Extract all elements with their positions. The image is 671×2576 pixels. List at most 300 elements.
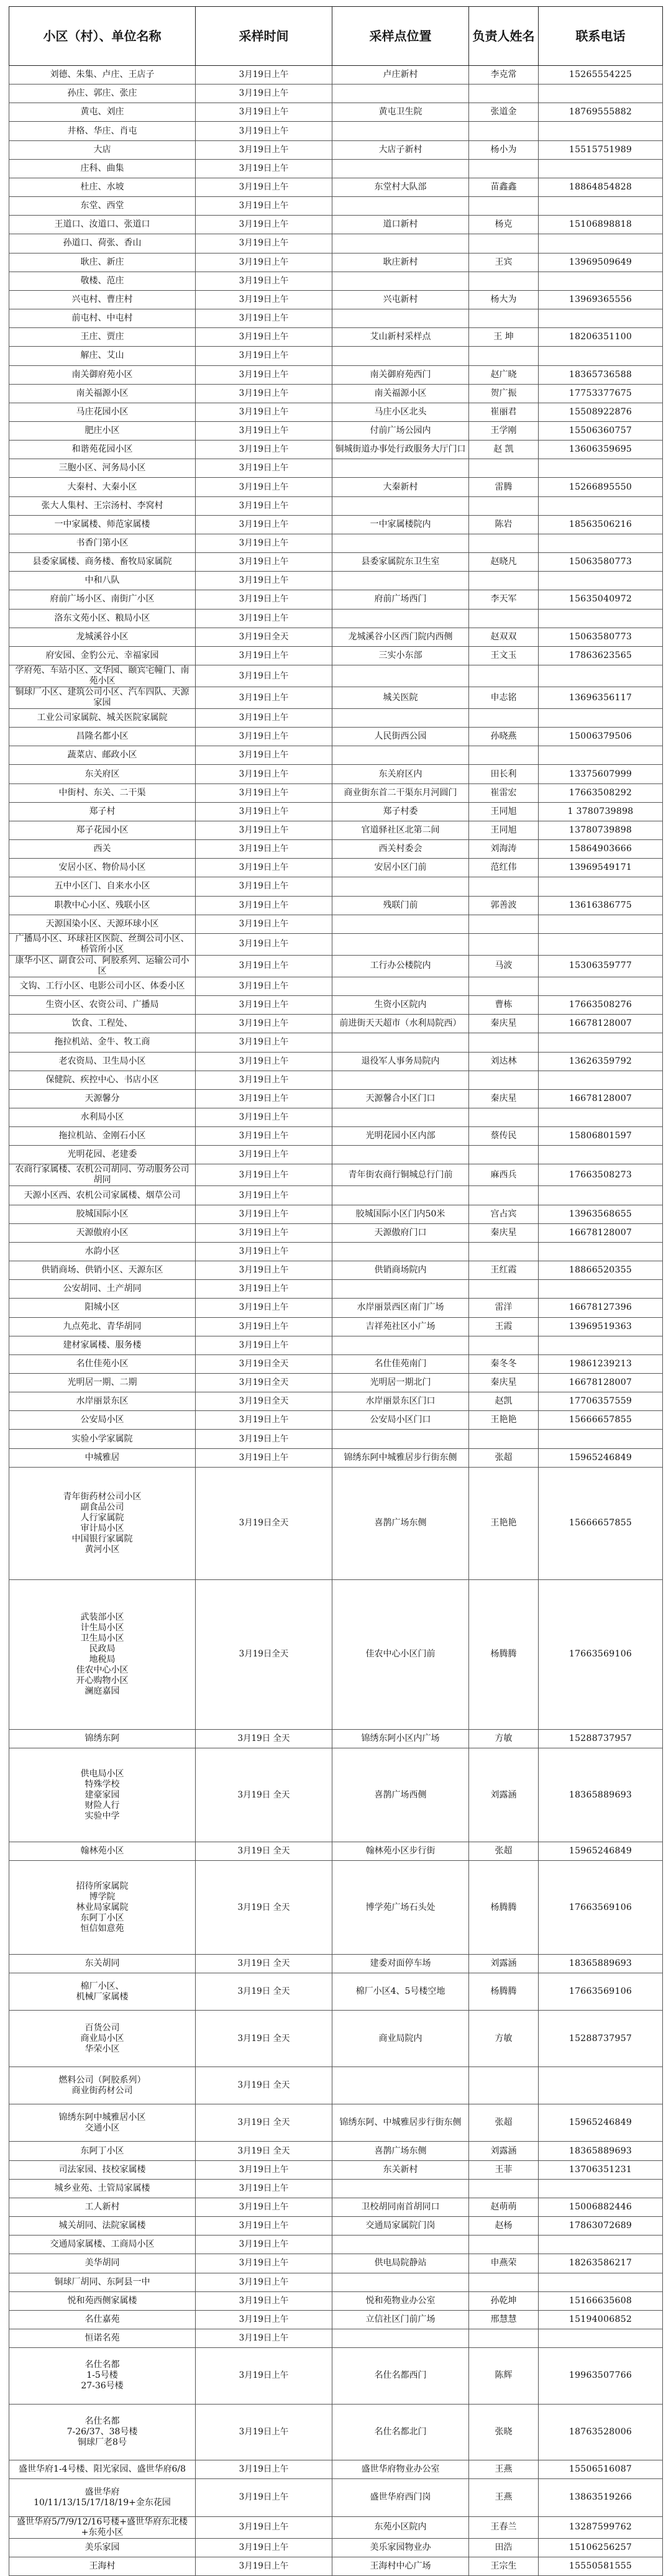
phone-cell: 17663569106 [539, 1861, 663, 1955]
phone-cell: 15515751989 [539, 140, 663, 159]
community-line: 工人新村 [84, 2202, 120, 2213]
community-cell [9, 1861, 196, 1955]
time-cell: 3月19日上午 [196, 478, 332, 496]
location-cell: 生资小区院内 [332, 996, 469, 1015]
community-cell [9, 2104, 196, 2142]
table-row [9, 1127, 663, 1146]
community-cell [9, 2217, 196, 2236]
time-cell: 3月19日上午 [196, 1186, 332, 1205]
phone-cell: 16678128007 [539, 1015, 663, 1033]
time-cell: 3月19日上午 [196, 2236, 332, 2254]
person-cell [469, 1146, 539, 1164]
phone-cell [539, 877, 663, 896]
time-cell: 3月19日上午 [196, 859, 332, 877]
location-cell: 商业局院内 [332, 2011, 469, 2067]
person-cell [469, 2067, 539, 2104]
community-cell [9, 1392, 196, 1411]
table-row [9, 821, 663, 839]
table-row [9, 746, 663, 765]
location-cell: 喜鹊广场东侧 [332, 1467, 469, 1579]
community-cell [9, 783, 196, 802]
location-cell [332, 122, 469, 140]
location-cell [332, 2179, 469, 2198]
community-line: 锦绣东阿 [84, 1733, 120, 1744]
person-cell: 张超 [469, 1448, 539, 1467]
table-row [9, 955, 663, 977]
table-row [9, 365, 663, 384]
community-cell [9, 272, 196, 290]
time-cell: 3月19日上午 [196, 421, 332, 440]
person-cell: 王霞 [469, 1317, 539, 1336]
time-cell: 3月19日上午 [196, 159, 332, 178]
community-line: 名仕名都 [84, 2416, 120, 2426]
location-cell: 悦和苑物业办公室 [332, 2291, 469, 2310]
community-line: 中国银行家属院 [71, 1533, 133, 1544]
person-cell: 王艳艳 [469, 1467, 539, 1579]
community-line: 建材家属楼、服务楼 [63, 1340, 142, 1350]
community-line: 天源国染小区、天源环球小区 [45, 918, 159, 929]
person-cell: 刘露涵 [469, 1954, 539, 1973]
time-cell: 3月19日上午 [196, 496, 332, 515]
community-line: 昌隆名都小区 [76, 731, 129, 742]
time-cell: 3月19日上午 [196, 365, 332, 384]
community-line: 1-5号楼 [86, 2370, 118, 2381]
community-cell [9, 1448, 196, 1467]
community-cell [9, 1842, 196, 1860]
community-cell [9, 2460, 196, 2479]
community-line: 解庄、艾山 [80, 350, 124, 361]
phone-cell: 13287599762 [539, 2516, 663, 2538]
table-header-row [9, 7, 663, 66]
location-cell: 东关新村 [332, 2160, 469, 2179]
time-cell: 3月19日上午 [196, 665, 332, 687]
community-line: 东阿丁小区 [80, 2145, 124, 2156]
person-cell: 秦庆星 [469, 1089, 539, 1108]
time-cell: 3月19日上午 [196, 687, 332, 709]
time-cell: 3月19日上午 [196, 2254, 332, 2273]
time-cell: 3月19日上午 [196, 590, 332, 609]
table-row [9, 272, 663, 290]
location-cell: 博学苑广场石头处 [332, 1861, 469, 1955]
table-row [9, 2460, 663, 2479]
phone-cell: 15635040972 [539, 590, 663, 609]
table-row [9, 384, 663, 403]
phone-cell: 15550581555 [539, 2557, 663, 2575]
community-line: 城乡业苑、土管局家属楼 [54, 2183, 150, 2193]
community-line: 东堂、西堂 [80, 201, 124, 211]
community-line: 公安局小区 [80, 1415, 124, 1425]
community-line: 学府苑、车站小区、文华园、颐宾宅幢门、南苑小区 [15, 665, 189, 686]
community-line: 水利局小区 [80, 1112, 124, 1123]
location-cell: 付前广场公园内 [332, 421, 469, 440]
person-cell: 王宗生 [469, 2557, 539, 2575]
community-line: 胶城国际小区 [76, 1208, 129, 1219]
location-cell: 艾山新村采样点 [332, 328, 469, 347]
phone-cell: 16678127396 [539, 1299, 663, 1317]
time-cell: 3月19日上午 [196, 347, 332, 365]
phone-cell [539, 915, 663, 933]
community-line: 副食品公司 [80, 1502, 124, 1512]
phone-cell: 13706351231 [539, 2160, 663, 2179]
person-cell [469, 2236, 539, 2254]
header-location: 采样点位置 [332, 7, 469, 66]
location-cell: 美乐家园物业办 [332, 2538, 469, 2557]
community-line: 招待所家属院 [76, 1881, 129, 1891]
location-cell [332, 1186, 469, 1205]
location-cell: 人民街西公园 [332, 728, 469, 746]
community-cell [9, 572, 196, 590]
community-cell [9, 140, 196, 159]
phone-cell [539, 1336, 663, 1354]
table-row [9, 572, 663, 590]
community-line: 九点苑北、青华胡同 [63, 1321, 142, 1331]
phone-cell [539, 609, 663, 628]
person-cell: 蔡传民 [469, 1127, 539, 1146]
community-line: 东阿丁小区 [80, 1912, 124, 1923]
community-line: 天源小区西、农机公司家属楼、烟草公司 [24, 1190, 181, 1200]
location-cell: 王海村中心广场 [332, 2557, 469, 2575]
person-cell [469, 1280, 539, 1299]
table-row [9, 2198, 663, 2216]
person-cell [469, 1336, 539, 1354]
community-line: 盛世华府5/7/9/12/16号楼+盛世华府东北楼+东苑小区 [17, 2516, 188, 2537]
location-cell [332, 1108, 469, 1126]
community-line: 阳城小区 [84, 1302, 120, 1313]
phone-cell: 18866520355 [539, 1261, 663, 1280]
community-cell [9, 159, 196, 178]
community-line: 翰林苑小区 [80, 1846, 124, 1857]
community-line: 铜球厂老8号 [78, 2437, 127, 2447]
community-line: 洛东文苑小区、粮局小区 [54, 613, 150, 623]
time-cell: 3月19日上午 [196, 1146, 332, 1164]
community-cell [9, 384, 196, 403]
time-cell: 3月19日上午 [196, 384, 332, 403]
location-cell: 天源馨合小区门口 [332, 1089, 469, 1108]
community-cell [9, 66, 196, 84]
community-cell [9, 2236, 196, 2254]
table-row [9, 590, 663, 609]
phone-cell: 13616386775 [539, 896, 663, 915]
person-cell: 杨克 [469, 216, 539, 234]
location-cell [332, 2329, 469, 2348]
location-cell: 供电局院静站 [332, 2254, 469, 2273]
community-line: 东关胡同 [84, 1958, 120, 1968]
phone-cell [539, 1430, 663, 1448]
community-line: 黄河小区 [84, 1544, 120, 1555]
location-cell: 锦绣东阿小区内广场 [332, 1730, 469, 1748]
community-line: 文钩、工行小区、电影公司小区、体委小区 [19, 980, 185, 991]
person-cell: 赵凯 [469, 1392, 539, 1411]
person-cell: 王学刚 [469, 421, 539, 440]
time-cell: 3月19日全天 [196, 1579, 332, 1729]
person-cell: 方敏 [469, 1730, 539, 1748]
location-cell [332, 1280, 469, 1299]
community-cell [9, 347, 196, 365]
time-cell: 3月19日上午 [196, 896, 332, 915]
phone-cell [539, 2273, 663, 2291]
time-cell: 3月19日上午 [196, 915, 332, 933]
person-cell: 刘露涵 [469, 1748, 539, 1842]
time-cell: 3月19日 全天 [196, 1973, 332, 2011]
community-line: 卫生局小区 [80, 1633, 124, 1643]
phone-cell: 15194006852 [539, 2310, 663, 2329]
table-row [9, 1861, 663, 1955]
person-cell: 杨腾腾 [469, 1973, 539, 2011]
community-cell [9, 216, 196, 234]
location-cell [332, 84, 469, 103]
location-cell: 名仕佳苑南门 [332, 1354, 469, 1373]
community-line: 龙城溪谷小区 [76, 631, 129, 642]
community-line: 中和八队 [84, 575, 120, 586]
location-cell [332, 197, 469, 216]
community-cell [9, 421, 196, 440]
community-line: 青年街药材公司小区 [63, 1491, 142, 1502]
person-cell [469, 234, 539, 253]
phone-cell: 19963507766 [539, 2348, 663, 2404]
location-cell: 三实小东部 [332, 646, 469, 665]
header-person: 负责人姓名 [469, 7, 539, 66]
community-cell [9, 515, 196, 534]
community-line: 华荣小区 [84, 2044, 120, 2054]
person-cell: 申志铭 [469, 687, 539, 709]
person-cell [469, 347, 539, 365]
table-row [9, 2236, 663, 2254]
table-row [9, 1052, 663, 1071]
time-cell: 3月19日 全天 [196, 2142, 332, 2160]
community-cell [9, 534, 196, 552]
phone-cell: 15508922876 [539, 403, 663, 421]
community-line: 王海村 [89, 2560, 116, 2571]
community-cell [9, 328, 196, 347]
header-phone: 联系电话 [539, 7, 663, 66]
community-cell [9, 1354, 196, 1373]
table-row [9, 1261, 663, 1280]
location-cell: 残联门前 [332, 896, 469, 915]
location-cell [332, 2067, 469, 2104]
time-cell: 3月19日上午 [196, 2179, 332, 2198]
person-cell: 雷洋 [469, 1299, 539, 1317]
location-cell: 锦绣东阿中城雅居步行街东侧 [332, 1448, 469, 1467]
person-cell: 孙晓燕 [469, 728, 539, 746]
community-cell [9, 1336, 196, 1354]
table-row [9, 1015, 663, 1033]
phone-cell: 15265554225 [539, 66, 663, 84]
time-cell: 3月19日上午 [196, 1223, 332, 1242]
community-cell [9, 955, 196, 977]
table-row [9, 996, 663, 1015]
table-row [9, 977, 663, 995]
table-row [9, 1205, 663, 1223]
table-row [9, 2179, 663, 2198]
time-cell: 3月19日上午 [196, 1164, 332, 1186]
time-cell: 3月19日上午 [196, 977, 332, 995]
community-cell [9, 197, 196, 216]
community-cell [9, 646, 196, 665]
phone-cell: 15306359777 [539, 955, 663, 977]
location-cell: 郑子村委 [332, 802, 469, 821]
person-cell: 张道金 [469, 103, 539, 122]
location-cell: 棉厂小区4、5号楼空地 [332, 1973, 469, 2011]
time-cell: 3月19日 全天 [196, 1842, 332, 1860]
phone-cell: 18769555882 [539, 103, 663, 122]
location-cell [332, 159, 469, 178]
person-cell: 雷腾 [469, 478, 539, 496]
phone-cell: 18263586217 [539, 2254, 663, 2273]
community-cell [9, 1748, 196, 1842]
person-cell [469, 1108, 539, 1126]
community-line: 燃料公司（阿胶系列） [58, 2075, 146, 2085]
community-cell [9, 2273, 196, 2291]
table-row [9, 728, 663, 746]
person-cell [469, 877, 539, 896]
community-line: 民政局 [89, 1643, 116, 1654]
community-cell [9, 2067, 196, 2104]
community-cell [9, 1954, 196, 1973]
time-cell: 3月19日 全天 [196, 2104, 332, 2142]
table-row [9, 1448, 663, 1467]
phone-cell [539, 2179, 663, 2198]
community-cell [9, 441, 196, 459]
table-row [9, 103, 663, 122]
person-cell: 秦庆星 [469, 1223, 539, 1242]
table-row [9, 840, 663, 859]
phone-cell: 13626359792 [539, 1052, 663, 1071]
phone-cell [539, 272, 663, 290]
time-cell: 3月19日上午 [196, 459, 332, 478]
phone-cell [539, 84, 663, 103]
phone-cell [539, 2067, 663, 2104]
table-row [9, 478, 663, 496]
community-line: 三胞小区、河务局小区 [58, 463, 146, 473]
phone-cell: 15166635608 [539, 2291, 663, 2310]
time-cell: 3月19日上午 [196, 272, 332, 290]
time-cell: 3月19日上午 [196, 553, 332, 572]
phone-cell: 18365889693 [539, 2142, 663, 2160]
table-row [9, 2557, 663, 2575]
table-row [9, 1954, 663, 1973]
location-cell: 翰林苑小区步行街 [332, 1842, 469, 1860]
phone-cell: 15965246849 [539, 1448, 663, 1467]
community-cell [9, 553, 196, 572]
phone-cell: 15006882446 [539, 2198, 663, 2216]
phone-cell [539, 2329, 663, 2348]
community-cell [9, 1374, 196, 1392]
time-cell: 3月19日上午 [196, 1033, 332, 1052]
table-row [9, 2538, 663, 2557]
person-cell: 崔雷宏 [469, 783, 539, 802]
phone-cell [539, 933, 663, 955]
community-cell [9, 1280, 196, 1299]
community-cell [9, 896, 196, 915]
table-row [9, 403, 663, 421]
community-line: 7-26/37、38号楼 [66, 2426, 138, 2437]
time-cell: 3月19日上午 [196, 2516, 332, 2538]
phone-cell: 15666657855 [539, 1467, 663, 1579]
community-cell [9, 2254, 196, 2273]
community-cell [9, 765, 196, 783]
table-row [9, 1242, 663, 1261]
table-row [9, 783, 663, 802]
location-cell: 东苑小区院内 [332, 2516, 469, 2538]
time-cell: 3月19日上午 [196, 122, 332, 140]
community-cell [9, 687, 196, 709]
community-cell [9, 1089, 196, 1108]
table-row [9, 802, 663, 821]
table-row [9, 140, 663, 159]
community-line: 棉厂小区、 [80, 1981, 124, 1991]
table-row [9, 1317, 663, 1336]
table-row [9, 2404, 663, 2460]
community-line: 财险人行 [84, 1800, 120, 1811]
time-cell: 3月19日全天 [196, 1392, 332, 1411]
phone-cell: 18365736588 [539, 365, 663, 384]
community-line: 老农资局、卫生局小区 [58, 1056, 146, 1066]
phone-cell: 17706357559 [539, 1392, 663, 1411]
time-cell: 3月19日上午 [196, 403, 332, 421]
time-cell: 3月19日上午 [196, 1108, 332, 1126]
community-cell [9, 2538, 196, 2557]
time-cell: 3月19日上午 [196, 1015, 332, 1033]
community-cell [9, 628, 196, 646]
person-cell: 麻西兵 [469, 1164, 539, 1186]
community-line: 县委家属楼、商务楼、畜牧局家属院 [32, 557, 172, 567]
community-cell [9, 2291, 196, 2310]
person-cell: 邢慧慧 [469, 2310, 539, 2329]
community-cell [9, 859, 196, 877]
location-cell: 铜城街道办事处行政服务大厅门口 [332, 441, 469, 459]
location-cell [332, 272, 469, 290]
table-row [9, 2310, 663, 2329]
person-cell: 刘露涵 [469, 2142, 539, 2160]
person-cell [469, 746, 539, 765]
location-cell: 胶城国际小区门内50米 [332, 1205, 469, 1223]
time-cell: 3月19日上午 [196, 572, 332, 590]
time-cell: 3月19日上午 [196, 1052, 332, 1071]
phone-cell [539, 122, 663, 140]
community-line: 孙道口、荷张、香山 [63, 238, 142, 249]
community-line: 五中小区门、自来水小区 [54, 881, 150, 892]
community-line: 王庄、贾庄 [80, 332, 124, 342]
time-cell: 3月19日 全天 [196, 1730, 332, 1748]
person-cell: 贺广振 [469, 384, 539, 403]
location-cell [332, 1430, 469, 1448]
person-cell: 陈辉 [469, 2348, 539, 2404]
community-line: 审计局小区 [80, 1523, 124, 1533]
location-cell: 耿庄新村 [332, 253, 469, 272]
community-line: 悦和苑西侧家属楼 [67, 2295, 137, 2306]
time-cell: 3月19日上午 [196, 802, 332, 821]
community-cell [9, 2479, 196, 2516]
location-cell: 天源傲府门口 [332, 1223, 469, 1242]
table-row [9, 309, 663, 328]
community-line: 交通局家属楼、工商局小区 [50, 2239, 155, 2250]
community-line: 特殊学校 [84, 1779, 120, 1789]
table-row [9, 253, 663, 272]
person-cell: 王文玉 [469, 646, 539, 665]
person-cell [469, 609, 539, 628]
table-row [9, 441, 663, 459]
phone-cell [539, 2236, 663, 2254]
community-cell [9, 915, 196, 933]
person-cell [469, 534, 539, 552]
person-cell: 王春兰 [469, 2516, 539, 2538]
location-cell: 名仕名都西门 [332, 2348, 469, 2404]
community-cell [9, 1071, 196, 1089]
time-cell: 3月19日上午 [196, 1071, 332, 1089]
location-cell: 县委家属院东卫生室 [332, 553, 469, 572]
table-row [9, 2329, 663, 2348]
phone-cell: 13963568655 [539, 1205, 663, 1223]
